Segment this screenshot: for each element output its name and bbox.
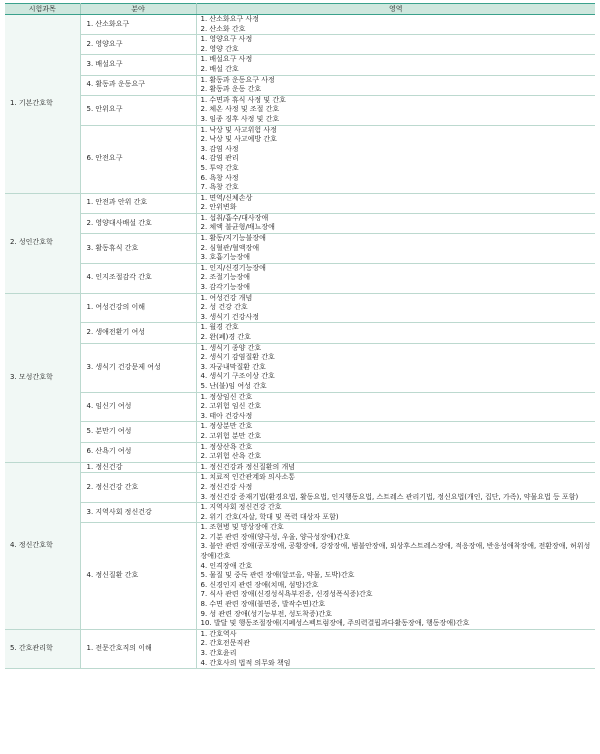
area-cell: [196, 234, 595, 264]
table-row: [5, 503, 595, 523]
area-item: 3. 불안 관련 장애(공포장애, 공황장애, 강장장애, 범불안장애, 외상후스트레스장애, 적응장애, 반응성애착장애, 전환장애, 허위성장애)간호: [200, 542, 591, 561]
header-row: [5, 4, 595, 15]
area-cell: [196, 462, 595, 473]
area-item: 2. 고위험 임신 간호: [200, 402, 262, 411]
area-item: 2. 안위변화: [200, 203, 237, 212]
table-row: [5, 263, 595, 293]
area-item: 3. 정신건강 증재기법(환경요법, 활동요법, 인지행동요법, 스트레스 관리기법, 정신요법(개인, 집단, 가족), 약물요법 등 포함): [200, 492, 579, 501]
table-row: [5, 75, 595, 95]
area-item: 10. 발달 및 행동조절장애(지폐성스펙트럼장애, 주의력결핍과다활동장애, 행동장애)간호: [200, 619, 470, 628]
table-row: [5, 125, 595, 193]
area-cell: [196, 523, 595, 630]
area-cell: [196, 503, 595, 523]
area-item: 1. 활동/지기능불장애: [200, 234, 266, 243]
field-cell: 2. 영양요구: [80, 35, 196, 55]
field-cell: 1. 산소화요구: [80, 15, 196, 35]
area-cell: [196, 95, 595, 125]
area-item: 1. 생식기 종양 간호: [200, 343, 262, 352]
table-row: [5, 293, 595, 323]
table-row: [5, 95, 595, 125]
field-cell: 1. 전문간호직의 이해: [80, 629, 196, 668]
field-cell: 6. 안전요구: [80, 125, 196, 193]
area-item: 2. 완(폐)경 간호: [200, 333, 251, 341]
area-item: 2. 영양 간호: [200, 44, 239, 53]
area-item: 1. 조현병 및 망상장애 간호: [200, 523, 284, 532]
area-item: 1. 간호역사: [200, 629, 237, 638]
subject-cell: 2. 성인간호학: [5, 193, 80, 293]
field-cell: 5. 안위요구: [80, 95, 196, 125]
area-item: 2. 체온 사정 및 조절 간호: [200, 105, 280, 114]
area-item: 1. 월경 간호: [200, 323, 239, 332]
area-item: 4. 인격장애 간호: [200, 561, 253, 570]
area-cell: [196, 125, 595, 193]
area-item: 1. 지역사회 정신건강 간호: [200, 503, 282, 512]
area-item: 2. 위기 간호(자살, 학대 및 폭력 대상자 포함): [200, 512, 339, 521]
area-item: 7. 식사 관련 장애(신경성식욕부진증, 신경성폭식증)간호: [200, 590, 373, 599]
table-row: [5, 442, 595, 462]
subject-cell: 5. 간호관리학: [5, 629, 80, 668]
area-item: 2. 활동과 운동 간호: [200, 85, 262, 94]
table-row: [5, 213, 595, 233]
area-item: 1. 여성건강 개념: [200, 293, 253, 302]
area-item: 6. 욕창 사정: [200, 173, 239, 182]
area-item: 1. 영양요구 사정: [200, 35, 253, 44]
area-item: 4. 간호사의 법적 의무와 책임: [200, 658, 291, 667]
area-item: 3. 감염 사정: [200, 144, 239, 153]
area-item: 3. 태아 건강사정: [200, 411, 253, 420]
area-item: 1. 인지/신경기능장애: [200, 263, 266, 272]
area-cell: [196, 629, 595, 668]
area-item: 3. 생식기 건강사정: [200, 312, 259, 321]
area-item: 2. 산소화 간호: [200, 24, 246, 33]
area-item: 1. 정상분만 간호: [200, 422, 253, 431]
area-item: 1. 정상임신 간호: [200, 392, 253, 401]
area-item: 2. 낙상 및 사고예방 간호: [200, 135, 277, 144]
area-item: 1. 활동과 운동요구 사정: [200, 75, 275, 84]
table-row: [5, 343, 595, 392]
table-body: [5, 15, 595, 669]
header-field: 분야: [80, 4, 196, 15]
area-item: 6. 신경인지 관련 장애(치매, 섬망)간호: [200, 580, 319, 589]
field-cell: 2. 영양대사배설 간호: [80, 213, 196, 233]
area-cell: [196, 55, 595, 75]
area-item: 3. 감각기능장애: [200, 283, 250, 292]
area-item: 2. 간호전문직관: [200, 639, 250, 648]
area-item: 4. 생식기 구조이상 간호: [200, 372, 275, 381]
header-subject: 시험과목: [5, 4, 80, 15]
area-item: 1. 정신건강과 정신질환의 개념: [200, 462, 295, 471]
field-cell: 6. 산욕기 여성: [80, 442, 196, 462]
field-cell: 5. 분만기 여성: [80, 422, 196, 442]
area-item: 2. 고위험 산욕 간호: [200, 452, 262, 461]
area-cell: [196, 193, 595, 213]
header-area: 영역: [196, 4, 595, 15]
area-item: 1. 배설요구 사정: [200, 55, 253, 64]
area-cell: [196, 35, 595, 55]
area-item: 1. 섭취/흡수/대사장애: [200, 213, 269, 222]
field-cell: 4. 임신기 여성: [80, 392, 196, 422]
field-cell: 3. 활동휴식 간호: [80, 234, 196, 264]
area-item: 2. 체액 불균형/배뇨장애: [200, 223, 275, 232]
area-item: 2. 생식기 감염질환 간호: [200, 353, 275, 362]
area-item: 3. 자궁내막질환 간호: [200, 362, 266, 371]
subject-cell: 3. 모성간호학: [5, 293, 80, 462]
area-item: 2. 조절기능장애: [200, 273, 250, 282]
table-row: [5, 523, 595, 630]
field-cell: 2. 정신건강 간호: [80, 473, 196, 503]
table-row: [5, 462, 595, 473]
area-item: 5. 투약 간호: [200, 163, 239, 172]
area-item: 2. 배설 간호: [200, 64, 239, 73]
area-cell: [196, 473, 595, 503]
subject-cell: 4. 정신간호학: [5, 462, 80, 629]
area-cell: [196, 323, 595, 343]
table-row: [5, 473, 595, 503]
field-cell: 4. 인지조절감각 간호: [80, 263, 196, 293]
area-item: 9. 성 관련 장애(성기능부전, 성도착증)간호: [200, 609, 332, 618]
area-item: 1. 낙상 및 사고위험 사정: [200, 125, 277, 134]
field-cell: 1. 정신건강: [80, 462, 196, 473]
area-item: 5. 물질 및 중독 관련 장애(알코올, 약물, 도박)간호: [200, 571, 355, 580]
area-item: 7. 욕창 간호: [200, 183, 239, 192]
area-item: 1. 치료적 인간관계와 의사소통: [200, 473, 295, 482]
area-item: 2. 성 건강 간호: [200, 303, 248, 312]
area-item: 5. 난(불)임 여성 간호: [200, 381, 267, 390]
table-row: [5, 35, 595, 55]
area-item: 8. 수면 관련 장애(불면증, 발작수면)간호: [200, 600, 326, 609]
area-cell: [196, 442, 595, 462]
subject-cell: 1. 기본간호학: [5, 15, 80, 194]
exam-scope-table: [5, 3, 595, 669]
area-cell: [196, 213, 595, 233]
area-cell: [196, 15, 595, 35]
table-row: [5, 234, 595, 264]
field-cell: 3. 생식기 건강문제 여성: [80, 343, 196, 392]
table-row: [5, 422, 595, 442]
table-row: [5, 15, 595, 35]
area-cell: [196, 422, 595, 442]
area-item: 2. 정신건강 사정: [200, 482, 253, 491]
area-item: 2. 심혈관/혈액장애: [200, 243, 260, 252]
field-cell: 3. 배설요구: [80, 55, 196, 75]
area-item: 2. 고위험 분만 간호: [200, 431, 262, 440]
field-cell: 1. 안전과 안위 간호: [80, 193, 196, 213]
area-item: 1. 산소화요구 사정: [200, 15, 259, 23]
area-cell: [196, 343, 595, 392]
area-cell: [196, 392, 595, 422]
field-cell: 4. 활동과 운동요구: [80, 75, 196, 95]
table-row: [5, 55, 595, 75]
field-cell: 1. 여성건강의 이해: [80, 293, 196, 323]
area-item: 3. 호흡기능장애: [200, 253, 250, 262]
table-row: [5, 323, 595, 343]
area-item: 3. 간호윤리: [200, 649, 237, 657]
area-item: 2. 기분 관련 장애(양극성, 우울, 양극성장애)간호: [200, 532, 350, 541]
area-cell: [196, 293, 595, 323]
area-item: 4. 감염 관리: [200, 154, 239, 163]
field-cell: 4. 정신질환 간호: [80, 523, 196, 630]
area-item: 1. 수면과 휴식 사정 및 간호: [200, 95, 286, 104]
table-row: [5, 392, 595, 422]
area-item: 3. 임종 징후 사정 및 간호: [200, 114, 280, 123]
area-item: 1. 정상산욕 간호: [200, 442, 253, 451]
area-cell: [196, 75, 595, 95]
table-row: [5, 193, 595, 213]
field-cell: 3. 지역사회 정신건강: [80, 503, 196, 523]
table-row: [5, 629, 595, 668]
area-item: 1. 면역/신체손상: [200, 193, 253, 202]
field-cell: 2. 생애전환기 여성: [80, 323, 196, 343]
area-cell: [196, 263, 595, 293]
